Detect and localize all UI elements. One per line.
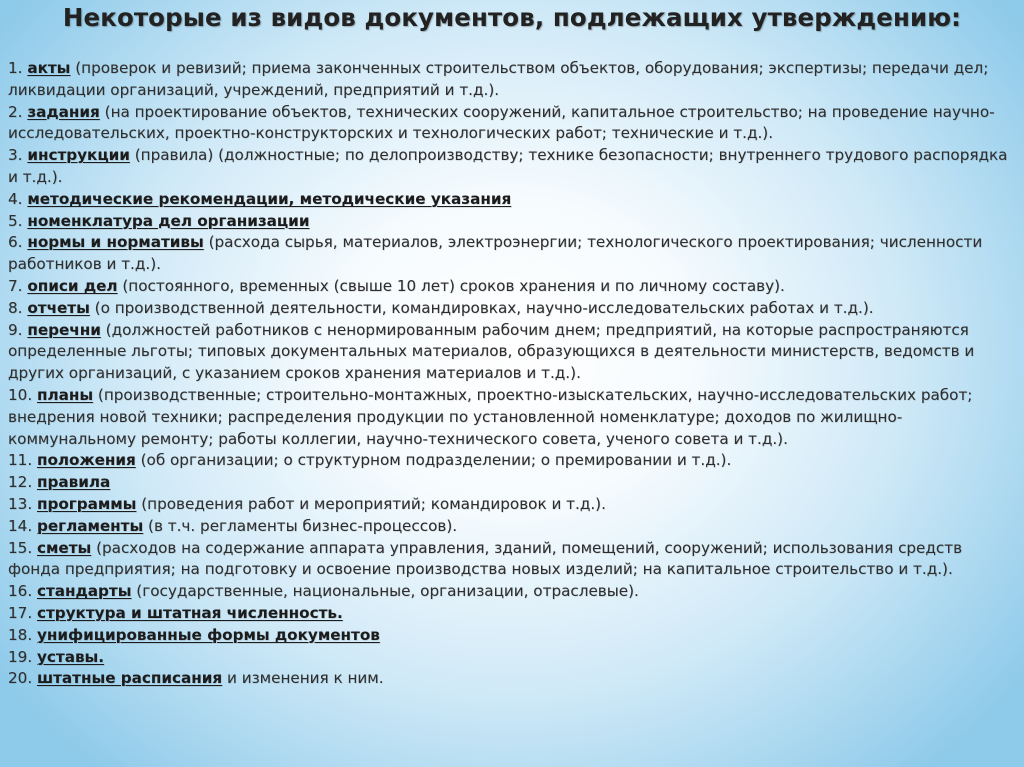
item-number: 10.	[8, 385, 37, 404]
item-term: штатные расписания	[36, 669, 223, 688]
item-description: (постоянного, временных (свыше 10 лет) сроков хранения и по личному составу).	[117, 276, 785, 295]
list-item	[8, 298, 1013, 320]
list-item	[8, 232, 1013, 276]
list-item	[8, 211, 1013, 233]
item-description: (расхода сырья, материалов, электроэнергии; технологического проектирования; численности работников и т.д.).	[8, 233, 988, 274]
item-description: (о производственной деятельности, командировках, научно-исследовательских работах и т.д.).	[89, 298, 874, 317]
item-description: (проверок и ревизий; приема законченных строительством объектов, оборудования; экспертизы; передачи дел; ликвидации организаций, учреждений, предприятий и т.д.).	[8, 59, 994, 99]
item-term: стандарты	[36, 582, 132, 601]
item-term: перечни	[27, 320, 101, 339]
item-term: методические рекомендации, методические указания	[27, 189, 512, 208]
item-term: задания	[27, 102, 100, 121]
item-number: 11.	[8, 451, 37, 470]
item-number: 16.	[8, 582, 37, 601]
item-description: (правила) (должностные; по делопроизводству; технике безопасности; внутреннего трудового распорядка и т.д.).	[8, 146, 1013, 186]
item-term: сметы	[36, 538, 92, 557]
list-item	[8, 668, 1013, 690]
item-term: акты	[27, 59, 71, 77]
item-number: 8.	[8, 298, 28, 317]
item-number: 17.	[8, 603, 37, 622]
item-term: структура и штатная численность.	[36, 603, 343, 622]
list-item	[8, 450, 1013, 472]
item-term: положения	[36, 451, 136, 470]
item-term: описи дел	[27, 276, 118, 295]
slide-title: Некоторые из видов документов, подлежащих утверждению:	[62, 3, 962, 32]
item-description: (на проектирование объектов, технических сооружений, капитальное строительство; на проведение научно-исследовательских, проектно-конструкторских и технологических работ; технические и т.д.).	[8, 102, 995, 143]
list-item	[8, 276, 1013, 298]
item-description: и изменения к ним.	[222, 669, 384, 688]
list-item	[8, 189, 1013, 211]
item-number: 14.	[8, 516, 37, 535]
item-number: 1.	[8, 59, 28, 77]
item-term: отчеты	[27, 298, 90, 317]
list-item	[8, 538, 1013, 582]
list-item	[8, 494, 1013, 516]
item-description: (государственные, национальные, организации, отраслевые).	[131, 582, 639, 601]
item-number: 18.	[8, 625, 37, 644]
item-term: инструкции	[27, 146, 130, 165]
list-item	[8, 145, 1013, 189]
item-description: (проведения работ и мероприятий; командировок и т.д.).	[136, 494, 606, 513]
item-term: номенклатура дел организации	[27, 211, 310, 230]
list-item	[8, 516, 1013, 538]
list-item	[8, 102, 1013, 146]
item-number: 2.	[8, 102, 28, 121]
document-types-list	[8, 58, 1013, 690]
item-term: уставы.	[36, 647, 105, 666]
list-item	[8, 625, 1013, 647]
item-description: (должностей работников с ненормированным рабочим днем; предприятий, на которые распространяются определенные льготы; типовых документальных материалов, образующихся в деятельности министерств, ведомств и других организаций, с указанием сроков хранения материалов и т.д.).	[8, 320, 980, 383]
item-number: 19.	[8, 647, 37, 666]
item-number: 12.	[8, 473, 37, 492]
list-item	[8, 320, 1013, 385]
item-number: 7.	[8, 276, 28, 295]
item-term: программы	[36, 494, 137, 513]
item-number: 13.	[8, 494, 37, 513]
list-item	[8, 385, 1013, 450]
list-item	[8, 472, 1013, 494]
item-number: 15.	[8, 538, 37, 557]
item-number: 9.	[8, 320, 28, 339]
item-term: регламенты	[36, 516, 144, 535]
item-number: 5.	[8, 211, 28, 230]
item-term: нормы и нормативы	[27, 233, 204, 252]
list-item	[8, 581, 1013, 603]
item-number: 6.	[8, 233, 28, 252]
list-item	[8, 647, 1013, 669]
item-term: унифицированные формы документов	[36, 625, 380, 644]
item-description: (расходов на содержание аппарата управления, зданий, помещений, сооружений; использования средств фонда предприятия; на подготовку и освоение производства новых изделий; на капитальное строительство и т.д.).	[8, 538, 967, 579]
list-item	[8, 603, 1013, 625]
item-number: 20.	[8, 669, 37, 688]
item-term: планы	[36, 385, 94, 404]
item-term: правила	[36, 473, 111, 492]
item-description: (производственные; строительно-монтажных, проектно-изыскательских, научно-исследовательских работ; внедрения новой техники; распределения продукции по установленной номенклатуре; доходов по жилищно-коммунальному ремонту; работы коллегии, научно-технического совета, ученого совета и т.д.).	[8, 385, 978, 448]
item-number: 4.	[8, 189, 28, 208]
item-description: (в т.ч. регламенты бизнес-процессов).	[143, 516, 458, 535]
list-item	[8, 58, 1013, 102]
item-description: (об организации; о структурном подразделении; о премировании и т.д.).	[135, 451, 732, 470]
item-number: 3.	[8, 146, 28, 165]
